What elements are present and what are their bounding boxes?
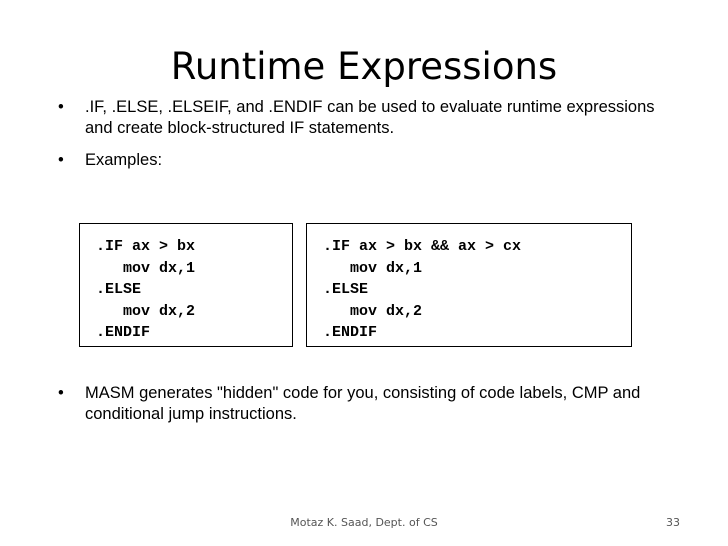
bullet-dot: • xyxy=(58,384,64,402)
code-line: .IF ax > bx xyxy=(96,238,196,255)
footer-author: Motaz K. Saad, Dept. of CS xyxy=(290,516,438,529)
code-line: .ELSE xyxy=(323,281,369,298)
code-line: mov dx,2 xyxy=(323,302,423,320)
bullet-text: Examples: xyxy=(85,151,163,169)
code-line: .ELSE xyxy=(96,281,142,298)
code-line: .IF ax > bx && ax > cx xyxy=(323,238,522,255)
bullet-dot: • xyxy=(58,98,64,116)
bullet-text: .IF, .ELSE, .ELSEIF, and .ENDIF can be used to evaluate runtime expressions and create block-structured IF statements. xyxy=(85,98,655,137)
bullet-dot: • xyxy=(58,151,64,169)
code-line: .ENDIF xyxy=(96,324,151,341)
bullet-intro xyxy=(58,97,658,139)
code-example-left xyxy=(79,223,293,347)
bullet-text: MASM generates "hidden" code for you, consisting of code labels, CMP and conditional jump instructions. xyxy=(85,384,641,423)
code-line: mov dx,1 xyxy=(96,259,196,277)
bullet-masm-note xyxy=(58,383,658,425)
code-line: mov dx,1 xyxy=(323,259,423,277)
code-line: mov dx,2 xyxy=(96,302,196,320)
bullet-examples xyxy=(58,150,658,171)
code-example-right xyxy=(306,223,632,347)
slide-title: Runtime Expressions xyxy=(170,45,558,88)
code-line: .ENDIF xyxy=(323,324,378,341)
page-number: 33 xyxy=(666,516,680,529)
